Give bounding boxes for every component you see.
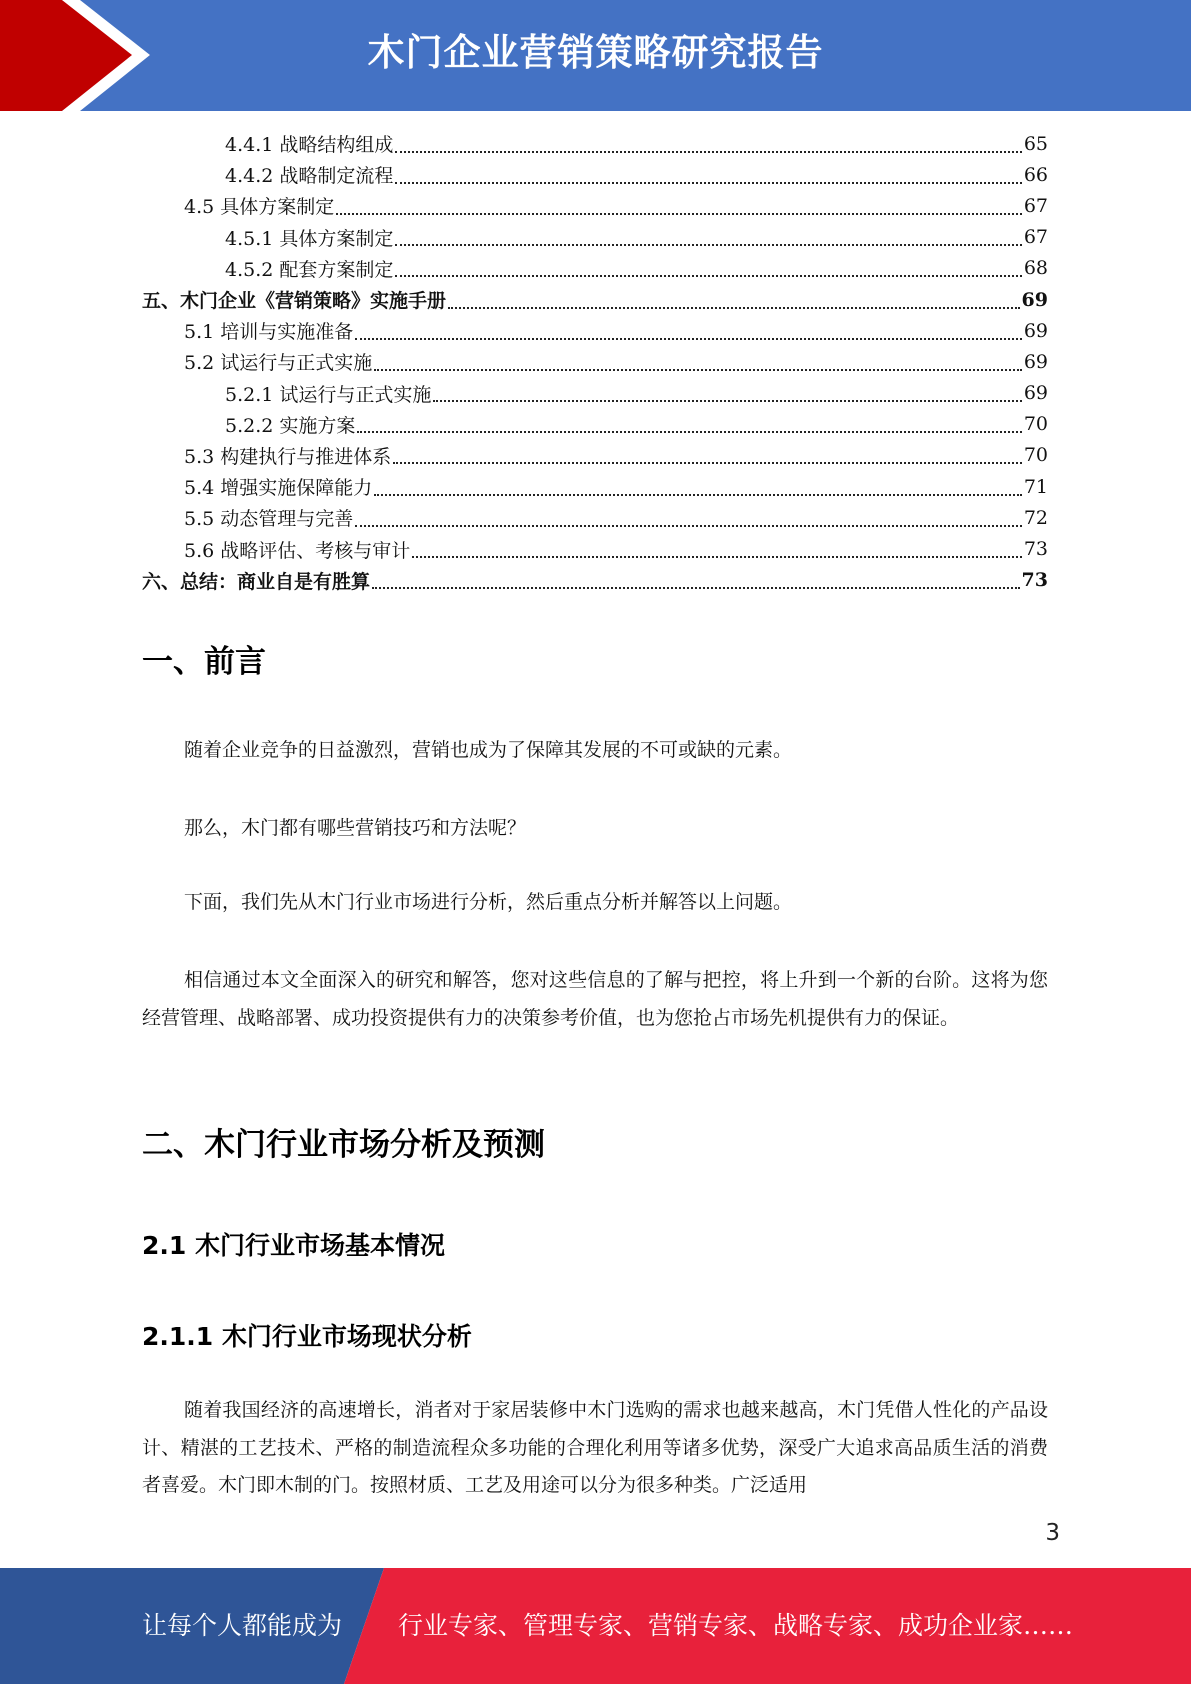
toc-entry-page: 70 — [1023, 413, 1048, 436]
footer-slogan-left: 让每个人都能成为 — [142, 1611, 343, 1640]
toc-leader-dots — [372, 587, 1020, 589]
toc-leader-dots — [433, 400, 1021, 402]
toc-entry-label: 5.2.1 试运行与正式实施 — [225, 383, 432, 406]
page-header — [0, 0, 1191, 111]
toc-entry[interactable] — [142, 253, 1048, 284]
toc-entry-page: 69 — [1021, 288, 1048, 311]
toc-entry-page: 65 — [1023, 132, 1048, 155]
paragraph: 随着我国经济的高速增长，消者对于家居装修中木门选购的需求也越来越高，木门凭借人性化的产品设计、精湛的工艺技术、严格的制造流程众多功能的合理化利用等诸多优势，深受广大追求高品质生活的消费者喜爱。木门即木制的门。按照材质、工艺及用途可以分为很多种类。广泛适用 — [142, 1399, 1048, 1496]
toc-leader-dots — [355, 525, 1022, 527]
toc-entry[interactable] — [142, 533, 1048, 564]
paragraph: 相信通过本文全面深入的研究和解答，您对这些信息的了解与把控，将上升到一个新的台阶。这将为您经营管理、战略部署、成功投资提供有力的决策参考价值，也为您抢占市场先机提供有力的保证。 — [142, 969, 1048, 1029]
table-of-contents — [142, 128, 1048, 596]
toc-entry[interactable] — [142, 128, 1048, 159]
toc-leader-dots — [374, 369, 1022, 371]
toc-leader-dots — [395, 151, 1021, 153]
report-title: 木门企业营销策略研究报告 — [367, 31, 824, 74]
toc-entry-label: 4.5.2 配套方案制定 — [225, 258, 394, 281]
toc-entry-label: 4.4.2 战略制定流程 — [225, 165, 394, 188]
toc-leader-dots — [393, 462, 1022, 464]
toc-entry-label: 5.2 试运行与正式实施 — [184, 352, 373, 375]
toc-entry-page: 67 — [1023, 194, 1048, 217]
toc-entry[interactable] — [142, 190, 1048, 221]
toc-entry-page: 69 — [1023, 350, 1048, 373]
toc-leader-dots — [336, 213, 1022, 215]
page-number: 3 — [1045, 1520, 1060, 1546]
toc-entry-page: 67 — [1023, 226, 1048, 249]
toc-entry-page: 69 — [1023, 382, 1048, 405]
paragraph: 那么，木门都有哪些营销技巧和方法呢？ — [184, 817, 527, 839]
toc-entry[interactable] — [142, 565, 1048, 596]
toc-entry[interactable] — [142, 502, 1048, 533]
toc-entry[interactable] — [142, 159, 1048, 190]
toc-entry-page: 71 — [1023, 475, 1048, 498]
toc-leader-dots — [395, 275, 1021, 277]
toc-entry-label: 5.5 动态管理与完善 — [184, 508, 354, 531]
toc-leader-dots — [448, 307, 1020, 309]
section-heading-market-analysis: 二、木门行业市场分析及预测 — [142, 1127, 545, 1163]
toc-leader-dots — [374, 494, 1022, 496]
toc-leader-dots — [412, 556, 1022, 558]
subsection-heading: 2.1.1 木门行业市场现状分析 — [142, 1322, 472, 1351]
subsection-heading: 2.1 木门行业市场基本情况 — [142, 1231, 445, 1260]
toc-entry-label: 4.4.1 战略结构组成 — [225, 134, 394, 157]
toc-entry-label: 5.6 战略评估、考核与审计 — [184, 539, 411, 562]
toc-entry-page: 68 — [1023, 257, 1048, 280]
toc-entry-label: 五、木门企业《营销策略》实施手册 — [142, 290, 447, 313]
toc-entry[interactable] — [142, 315, 1048, 346]
toc-entry[interactable] — [142, 284, 1048, 315]
toc-entry-page: 66 — [1023, 163, 1048, 186]
toc-entry-page: 73 — [1021, 569, 1048, 592]
toc-entry-label: 4.5.1 具体方案制定 — [225, 227, 394, 250]
section-heading-preface: 一、前言 — [142, 644, 266, 680]
toc-entry-label: 5.2.2 实施方案 — [225, 414, 356, 437]
toc-leader-dots — [395, 244, 1021, 246]
toc-leader-dots — [357, 431, 1021, 433]
toc-entry-page: 69 — [1023, 319, 1048, 342]
toc-entry-label: 5.1 培训与实施准备 — [184, 321, 354, 344]
toc-entry[interactable] — [142, 346, 1048, 377]
toc-entry-label: 4.5 具体方案制定 — [184, 196, 335, 219]
toc-leader-dots — [355, 338, 1022, 340]
toc-entry[interactable] — [142, 440, 1048, 471]
toc-entry[interactable] — [142, 409, 1048, 440]
toc-leader-dots — [395, 182, 1021, 184]
toc-entry-page: 73 — [1023, 538, 1048, 561]
toc-entry[interactable] — [142, 471, 1048, 502]
toc-entry-page: 70 — [1023, 444, 1048, 467]
toc-entry-page: 72 — [1023, 506, 1048, 529]
paragraph: 下面，我们先从木门行业市场进行分析，然后重点分析并解答以上问题。 — [184, 891, 793, 913]
toc-entry-label: 5.4 增强实施保障能力 — [184, 477, 373, 500]
footer-slogan-right: 行业专家、管理专家、营销专家、战略专家、成功企业家…… — [398, 1611, 1074, 1640]
paragraph: 随着企业竞争的日益激烈，营销也成为了保障其发展的不可或缺的元素。 — [184, 739, 793, 761]
page-footer — [0, 1568, 1191, 1684]
toc-entry-label: 六、总结：商业自是有胜算 — [142, 570, 371, 593]
toc-entry[interactable] — [142, 222, 1048, 253]
toc-entry-label: 5.3 构建执行与推进体系 — [184, 445, 392, 468]
toc-entry[interactable] — [142, 378, 1048, 409]
